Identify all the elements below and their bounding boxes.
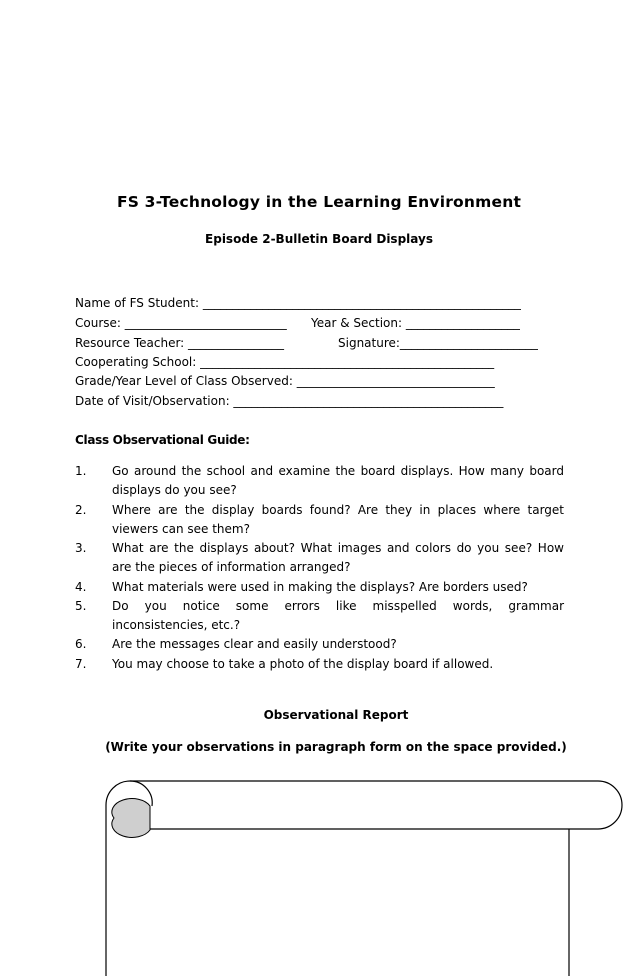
- signature-field: Signature:_______________________: [338, 336, 538, 350]
- list-item-number: 7.: [75, 657, 87, 671]
- list-item-number: 3.: [75, 541, 87, 555]
- student-name-field: Name of FS Student: _____________________________________________________: [75, 296, 521, 310]
- episode-subtitle: Episode 2-Bulletin Board Displays: [205, 232, 433, 246]
- observational-report-heading: Observational Report: [263, 708, 409, 722]
- list-item-number: 6.: [75, 637, 87, 651]
- list-item-number: 1.: [75, 464, 87, 478]
- scroll-curl-fold: [112, 799, 150, 838]
- cooperating-school-field: Cooperating School: _________________________________________________: [75, 355, 495, 369]
- list-item-number: 4.: [75, 580, 87, 594]
- list-item-text: What are the displays about? What images and colors do you see? How are the pieces of information arranged?: [112, 541, 564, 574]
- grade-level-field: Grade/Year Level of Class Observed: _________________________________: [75, 374, 495, 388]
- list-item-text: Go around the school and examine the board displays. How many board displays do you see?: [112, 464, 564, 497]
- date-of-visit-field: Date of Visit/Observation: _____________________________________________: [75, 394, 504, 408]
- list-item-text: Where are the display boards found? Are they in places where target viewers can see them?: [112, 503, 564, 536]
- list-item-number: 5.: [75, 599, 87, 613]
- course-field: Course: ___________________________: [75, 316, 287, 330]
- list-item-text: Do you notice some errors like misspelled words, grammar inconsistencies, etc.?: [112, 599, 564, 632]
- report-instruction: (Write your observations in paragraph form on the space provided.): [105, 740, 567, 754]
- year-section-field: Year & Section: ___________________: [311, 316, 520, 330]
- observational-guide-heading: Class Observational Guide:: [75, 433, 250, 447]
- list-item-number: 2.: [75, 503, 87, 517]
- list-item-text: What materials were used in making the displays? Are borders used?: [112, 580, 528, 594]
- list-item-text: Are the messages clear and easily understood?: [112, 637, 397, 651]
- list-item-text: You may choose to take a photo of the display board if allowed.: [112, 657, 494, 671]
- scroll-banner-outline: [130, 781, 622, 829]
- resource-teacher-field: Resource Teacher: ________________: [75, 336, 285, 350]
- document-title: FS 3-Technology in the Learning Environment: [116, 193, 522, 211]
